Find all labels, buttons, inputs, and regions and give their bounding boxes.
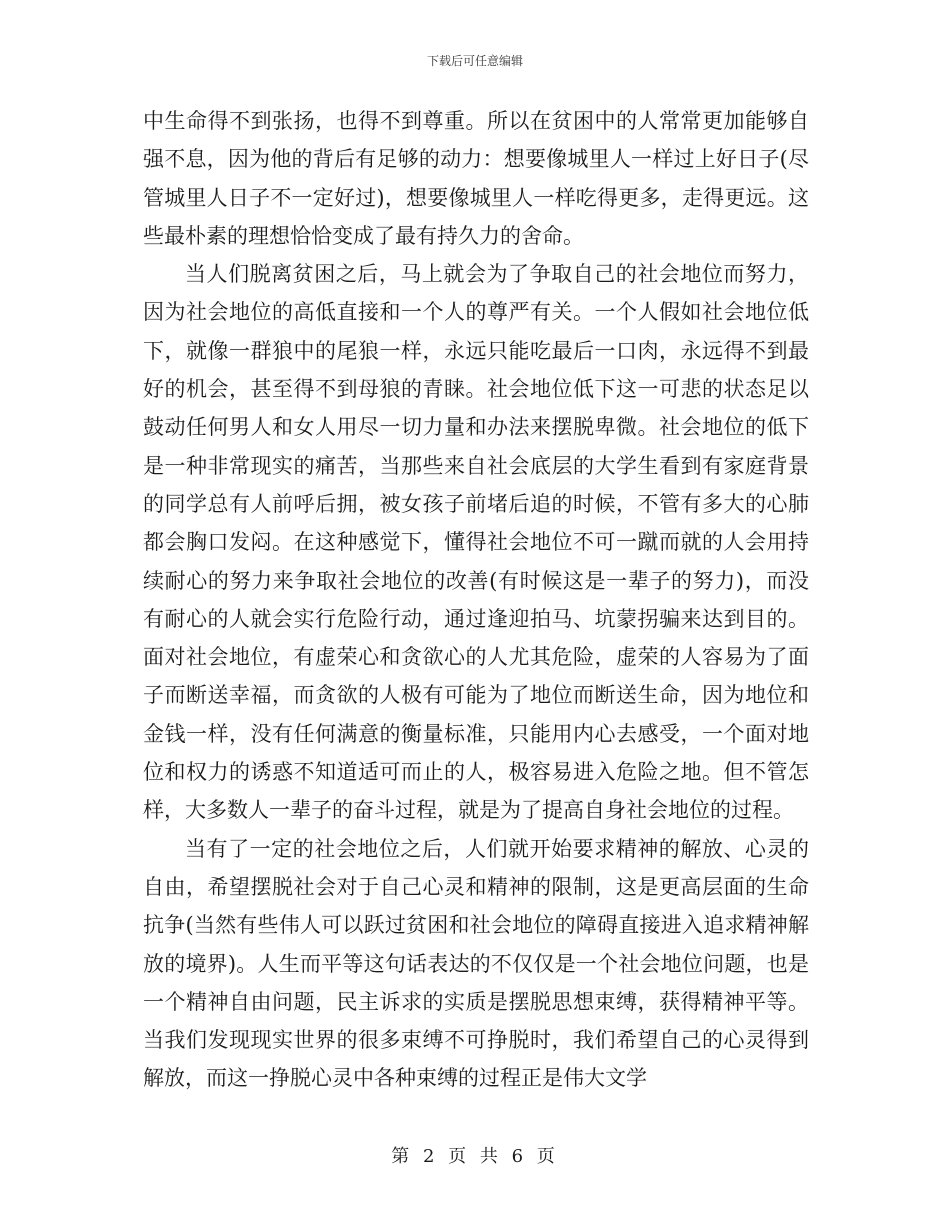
document-body [143, 102, 809, 1098]
paragraph-1: 中生命得不到张扬，也得不到尊重。所以在贫困中的人常常更加能够自强不息，因为他的背后有足够的动力：想要像城里人一样过上好日子(尽管城里人日子不一定好过)，想要像城里人一样吃得更多，走得更远。这些最朴素的理想恰恰变成了最有持久力的舍命。 [143, 109, 809, 248]
paragraph-2: 当人们脱离贫困之后，马上就会为了争取自己的社会地位而努力，因为社会地位的高低直接和一个人的尊严有关。一个人假如社会地位低下，就像一群狼中的尾狼一样，永远只能吃最后一口肉，永远得不到最好的机会，甚至得不到母狼的青睐。社会地位低下这一可悲的状态足以鼓动任何男人和女人用尽一切力量和办法来摆脱卑微。社会地位的低下是一种非常现实的痛苦，当那些来自社会底层的大学生看到有家庭背景的同学总有人前呼后拥，被女孩子前堵后追的时候，不管有多大的心肺都会胸口发闷。在这种感觉下，懂得社会地位不可一蹴而就的人会用持续耐心的努力来争取社会地位的改善(有时候这是一辈子的努力)，而没有耐心的人就会实行危险行动，通过逢迎拍马、坑蒙拐骗来达到目的。面对社会地位，有虚荣心和贪欲心的人尤其危险，虚荣的人容易为了面子而断送幸福，而贪欲的人极有可能为了地位而断送生命，因为地位和金钱一样，没有任何满意的衡量标准，只能用内心去感受，一个面对地位和权力的诱惑不知道适可而止的人，极容易进入危险之地。但不管怎样，大多数人一辈子的奋斗过程，就是为了提高自身社会地位的过程。 [143, 262, 809, 823]
page-header: 下载后可任意编辑 [426, 54, 523, 68]
paragraph-3: 当有了一定的社会地位之后，人们就开始要求精神的解放、心灵的自由，希望摆脱社会对于自己心灵和精神的限制，这是更高层面的生命抗争(当然有些伟人可以跃过贫困和社会地位的障碍直接进入追求精神解放的境界)。人生而平等这句话表达的不仅仅是一个社会地位问题，也是一个精神自由问题，民主诉求的实质是摆脱思想束缚，获得精神平等。当我们发现现实世界的很多束缚不可挣脱时，我们希望自己的心灵得到解放，而这一挣脱心灵中各种束缚的过程正是伟大文学 [143, 836, 809, 1091]
page-number-footer: 第 2 页 共 6 页 [391, 1146, 559, 1167]
